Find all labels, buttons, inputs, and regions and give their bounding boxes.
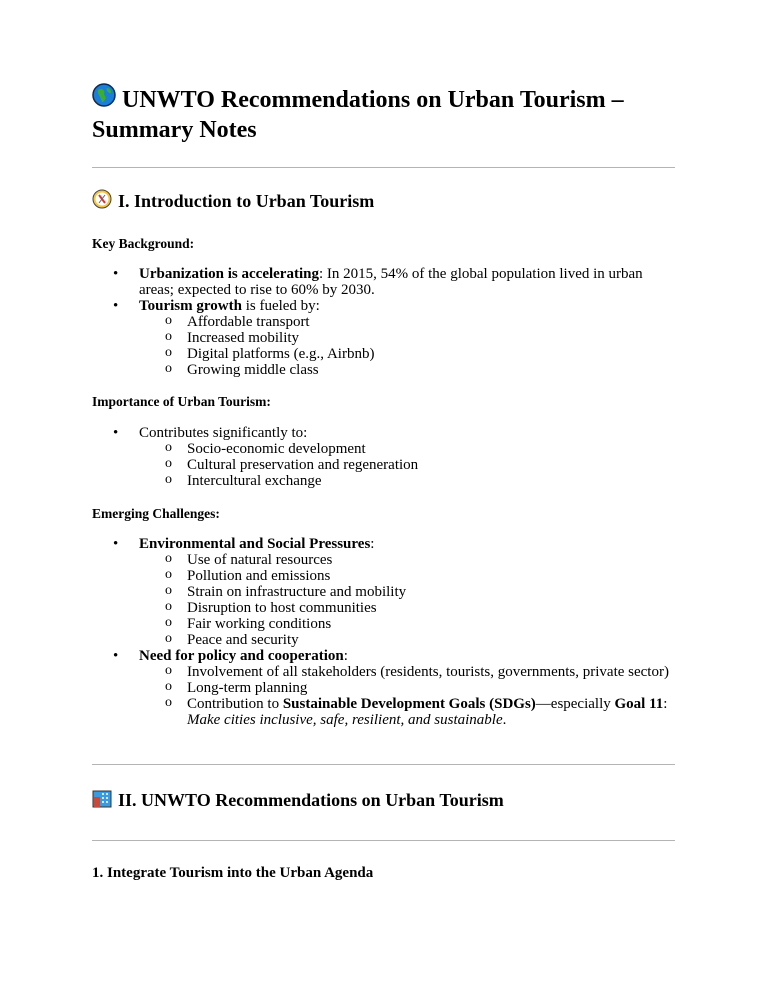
list-item: • Urbanization is accelerating: In 2015, 54% of the global population lived in urban areas; expected to rise to 60% by 2030. <box>92 266 675 298</box>
list-item: o Affordable transport <box>139 314 675 330</box>
challenges-list <box>92 536 675 728</box>
divider <box>92 167 675 168</box>
list-item: • Contributes significantly to: o Socio-economic development o Cultural preservation and regeneration o Intercultural exchange <box>92 425 675 489</box>
list-item: o Long-term planning <box>139 680 675 696</box>
list-item: • Tourism growth is fueled by: o Affordable transport o Increased mobility o Digital platforms (e.g., Airbnb) o Growing middle class <box>92 298 675 378</box>
list-item: o Fair working conditions <box>139 616 675 632</box>
list-item: o Involvement of all stakeholders (residents, tourists, governments, private sector) <box>139 664 675 680</box>
list-item: o Growing middle class <box>139 362 675 378</box>
key-background-label: Key Background: <box>92 236 195 252</box>
list-item: o Use of natural resources <box>139 552 675 568</box>
list-item: o Cultural preservation and regeneration <box>139 457 675 473</box>
importance-label: Importance of Urban Tourism: <box>92 394 271 410</box>
list-item: o Intercultural exchange <box>139 473 675 489</box>
subsection-heading: 1. Integrate Tourism into the Urban Agenda <box>92 865 374 882</box>
key-background-list <box>92 266 675 378</box>
section-heading-recommendations: II. UNWTO Recommendations on Urban Tourism <box>92 788 675 812</box>
list-item: o Pollution and emissions <box>139 568 675 584</box>
list-item: o Increased mobility <box>139 330 675 346</box>
compass-icon <box>92 189 112 213</box>
cityscape-icon <box>92 788 112 812</box>
section-heading-introduction: I. Introduction to Urban Tourism <box>92 189 675 213</box>
list-item: o Socio-economic development <box>139 441 675 457</box>
list-item: o Peace and security <box>139 632 675 648</box>
page-title: UNWTO Recommendations on Urban Tourism – Summary Notes <box>92 85 675 145</box>
list-item: • Need for policy and cooperation: o Involvement of all stakeholders (residents, tourists, governments, private sector) o Long-term planning o Contribution to Sustainable Development Goals (SDGs)—especially Goal 11: Make cities inclusive, safe, resilient, and sustainable. <box>92 648 675 728</box>
list-item: o Digital platforms (e.g., Airbnb) <box>139 346 675 362</box>
list-item: o Disruption to host communities <box>139 600 675 616</box>
globe-icon <box>92 83 116 115</box>
divider <box>92 764 675 765</box>
list-item: o Strain on infrastructure and mobility <box>139 584 675 600</box>
list-item: o Contribution to Sustainable Development Goals (SDGs)—especially Goal 11: Make cities inclusive, safe, resilient, and sustainable. <box>139 696 675 728</box>
importance-list <box>92 425 675 489</box>
divider <box>92 840 675 841</box>
list-item: • Environmental and Social Pressures: o Use of natural resources o Pollution and emissions o Strain on infrastructure and mobility o Disruption to host communities o Fair working conditions o Peace and security <box>92 536 675 648</box>
challenges-label: Emerging Challenges: <box>92 506 220 522</box>
